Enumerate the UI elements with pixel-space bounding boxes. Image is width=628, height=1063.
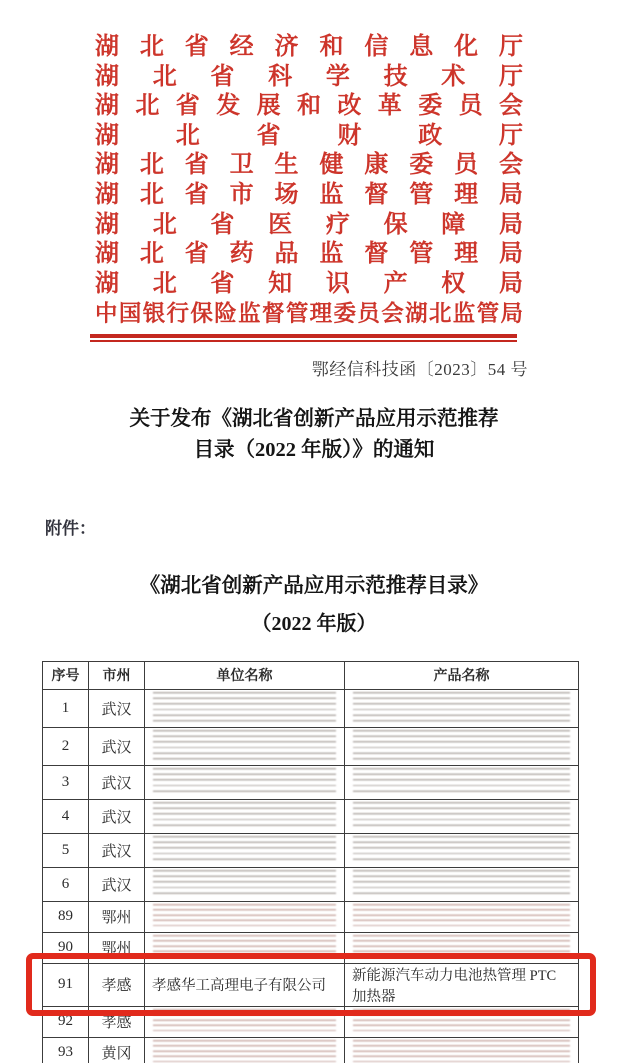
cell-serial: 2 bbox=[43, 727, 89, 765]
cell-product-redacted bbox=[345, 1037, 579, 1063]
blurred-text bbox=[153, 1040, 336, 1063]
cell-product-redacted bbox=[345, 867, 579, 901]
cell-serial: 92 bbox=[43, 1006, 89, 1037]
blurred-text bbox=[153, 870, 336, 898]
cell-product: 新能源汽车动力电池热管理 PTC 加热器 bbox=[345, 963, 579, 1006]
notice-title-line-1: 关于发布《湖北省创新产品应用示范推荐 bbox=[129, 407, 499, 430]
header-product-name: 产品名称 bbox=[345, 661, 579, 689]
issuer-line: 湖北省知识产权局 bbox=[95, 270, 523, 297]
cell-company-redacted bbox=[145, 727, 345, 765]
cell-city: 孝感 bbox=[89, 963, 145, 1006]
cell-city: 武汉 bbox=[89, 867, 145, 901]
cell-serial: 93 bbox=[43, 1037, 89, 1063]
cell-product-redacted bbox=[345, 799, 579, 833]
table-row bbox=[43, 867, 579, 901]
cell-serial: 91 bbox=[43, 963, 89, 1006]
issuer-line: 中国银行保险监督管理委员会湖北监管局 bbox=[95, 301, 523, 327]
catalog-edition: （2022 年版） bbox=[251, 612, 377, 635]
blurred-text bbox=[353, 836, 570, 864]
cell-company-redacted bbox=[145, 1006, 345, 1037]
cell-product-redacted bbox=[345, 901, 579, 932]
issuer-line: 湖北省财政厅 bbox=[95, 122, 523, 149]
cell-city: 武汉 bbox=[89, 689, 145, 727]
blurred-text bbox=[353, 768, 570, 796]
issuer-line: 湖北省发展和改革委员会 bbox=[95, 93, 523, 120]
table-row bbox=[43, 799, 579, 833]
cell-city: 武汉 bbox=[89, 799, 145, 833]
cell-product-redacted bbox=[345, 765, 579, 799]
cell-serial: 5 bbox=[43, 833, 89, 867]
blurred-text bbox=[353, 730, 570, 762]
cell-serial: 3 bbox=[43, 765, 89, 799]
issuer-line: 湖北省药品监督管理局 bbox=[95, 241, 523, 268]
header-company-name: 单位名称 bbox=[145, 661, 345, 689]
table-row bbox=[43, 1037, 579, 1063]
blurred-text bbox=[353, 802, 570, 830]
table-row bbox=[43, 727, 579, 765]
cell-city: 孝感 bbox=[89, 1006, 145, 1037]
cell-product-redacted bbox=[345, 727, 579, 765]
cell-city: 武汉 bbox=[89, 727, 145, 765]
blurred-text bbox=[153, 904, 336, 929]
cell-company-redacted bbox=[145, 833, 345, 867]
notice-title bbox=[0, 404, 628, 466]
table-header-row bbox=[43, 661, 579, 689]
blurred-text bbox=[153, 730, 336, 762]
blurred-text bbox=[153, 1009, 336, 1034]
catalog-table bbox=[42, 661, 579, 1063]
table-row bbox=[43, 689, 579, 727]
cell-company-redacted bbox=[145, 1037, 345, 1063]
cell-city: 黄冈 bbox=[89, 1037, 145, 1063]
table-row bbox=[43, 765, 579, 799]
issuer-line: 湖北省卫生健康委员会 bbox=[95, 152, 523, 179]
cell-product-redacted bbox=[345, 833, 579, 867]
blurred-text bbox=[353, 692, 570, 724]
table-row bbox=[43, 833, 579, 867]
cell-company-redacted bbox=[145, 765, 345, 799]
cell-product-redacted bbox=[345, 689, 579, 727]
cell-city: 武汉 bbox=[89, 765, 145, 799]
cell-company-redacted bbox=[145, 932, 345, 963]
blurred-text bbox=[153, 802, 336, 830]
cell-company-redacted bbox=[145, 867, 345, 901]
blurred-text bbox=[353, 870, 570, 898]
blurred-text bbox=[353, 904, 570, 929]
blurred-text bbox=[353, 1009, 570, 1034]
cell-company-redacted bbox=[145, 901, 345, 932]
cell-city: 鄂州 bbox=[89, 932, 145, 963]
cell-city: 武汉 bbox=[89, 833, 145, 867]
cell-serial: 90 bbox=[43, 932, 89, 963]
cell-product-redacted bbox=[345, 1006, 579, 1037]
issuer-line: 湖北省市场监督管理局 bbox=[95, 181, 523, 208]
document-number: 鄂经信科技函〔2023〕54 号 bbox=[311, 359, 528, 379]
cell-product-redacted bbox=[345, 932, 579, 963]
catalog-title: 《湖北省创新产品应用示范推荐目录》 bbox=[139, 574, 489, 597]
notice-title-line-2: 目录（2022 年版）》的通知 bbox=[193, 438, 435, 461]
header-serial-number: 序号 bbox=[43, 661, 89, 689]
issuer-header bbox=[95, 0, 523, 329]
cell-serial: 4 bbox=[43, 799, 89, 833]
red-divider bbox=[90, 334, 517, 342]
highlight-row bbox=[43, 963, 579, 1006]
red-divider-thin-line bbox=[90, 340, 517, 342]
blurred-text bbox=[153, 692, 336, 724]
table-row bbox=[43, 1006, 579, 1037]
cell-company-redacted bbox=[145, 799, 345, 833]
blurred-text bbox=[153, 836, 336, 864]
blurred-text bbox=[153, 935, 336, 960]
cell-serial: 1 bbox=[43, 689, 89, 727]
issuer-line: 湖北省医疗保障局 bbox=[95, 211, 523, 238]
cell-city: 鄂州 bbox=[89, 901, 145, 932]
table-row bbox=[43, 932, 579, 963]
cell-serial: 89 bbox=[43, 901, 89, 932]
table-row bbox=[43, 901, 579, 932]
attachment-label: 附件： bbox=[45, 518, 96, 538]
red-divider-thick-line bbox=[90, 334, 517, 338]
cell-company-redacted bbox=[145, 689, 345, 727]
blurred-text bbox=[353, 1040, 570, 1063]
cell-company: 孝感华工高理电子有限公司 bbox=[145, 963, 345, 1006]
cell-serial: 6 bbox=[43, 867, 89, 901]
blurred-text bbox=[153, 768, 336, 796]
issuer-line: 湖北省经济和信息化厅 bbox=[95, 34, 523, 60]
header-city: 市州 bbox=[89, 661, 145, 689]
blurred-text bbox=[353, 935, 570, 960]
issuer-line: 湖北省科学技术厅 bbox=[95, 63, 523, 90]
